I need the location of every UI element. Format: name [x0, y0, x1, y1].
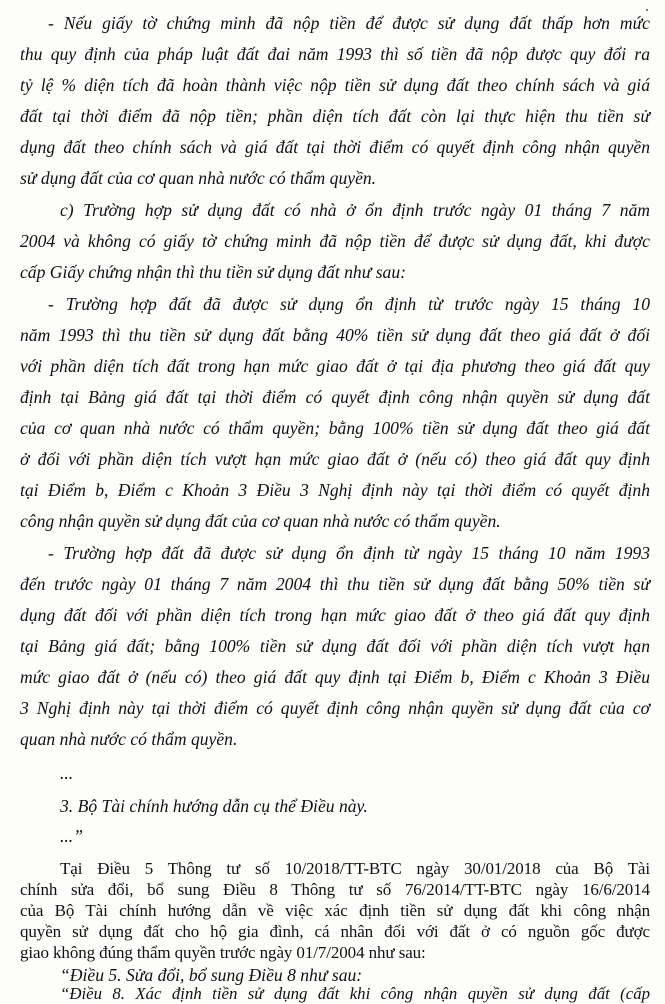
text-line: 3. Bộ Tài chính hướng dẫn cụ thể Điều này. — [60, 796, 368, 816]
text-line: cấp Giấy chứng nhận thì thu tiền sử dụng đất như sau: — [20, 262, 407, 282]
text-line: với phần diện tích đất trong hạn mức giao đất ở tại địa phương theo giá đất quy — [20, 356, 650, 376]
text-line: - Nếu giấy tờ chứng minh đã nộp tiền để được sử dụng đất thấp hơn mức — [48, 13, 650, 33]
text-line: công nhận quyền sử dụng đất của cơ quan nhà nước có thẩm quyền. — [20, 511, 501, 531]
text-line: tại Bảng giá đất; bằng 100% tiền sử dụng đất đối với phần diện tích vượt hạn — [20, 636, 650, 656]
text-line: tỷ lệ % diện tích đã hoàn thành việc nộp tiền sử dụng đất theo chính sách và giá — [20, 75, 650, 95]
scan-speck — [646, 9, 648, 11]
text-line: giao không đúng thẩm quyền trước ngày 01/7/2004 như sau: — [20, 943, 426, 962]
text-line: đến trước ngày 01 tháng 7 năm 2004 thì thu tiền sử dụng đất bằng 50% tiền sử — [20, 574, 650, 594]
text-line: định tại Bảng giá đất tại thời điểm có quyết định công nhận quyền sử dụng đất — [20, 387, 650, 407]
ellipsis-line: ...” — [60, 826, 83, 846]
text-line: - Trường hợp đất đã được sử dụng ổn định từ trước ngày 15 tháng 10 — [48, 294, 650, 314]
text-line: 2004 và không có giấy tờ chứng minh đã nộp tiền để được sử dụng đất, khi được — [20, 231, 650, 251]
text-line: Tại Điều 5 Thông tư số 10/2018/TT-BTC ngày 30/01/2018 của Bộ Tài — [60, 859, 650, 878]
text-line: của Bộ Tài chính hướng dẫn về việc xác định tiền sử dụng đất khi công nhận — [20, 901, 650, 920]
text-line: dụng đất đối với phần diện tích trong hạn mức giao đất ở theo giá đất quy định — [20, 605, 650, 625]
text-line: - Trường hợp đất đã được sử dụng ổn định từ ngày 15 tháng 10 năm 1993 — [48, 543, 650, 563]
text-line: quan nhà nước có thẩm quyền. — [20, 729, 238, 749]
text-line: đất tại thời điểm đã nộp tiền; phần diện tích đất còn lại thực hiện thu tiền sử — [20, 106, 650, 126]
text-line: chính sửa đổi, bổ sung Điều 8 Thông tư số 76/2014/TT-BTC ngày 16/6/2014 — [20, 880, 650, 899]
text-line: sử dụng đất của cơ quan nhà nước có thẩm quyền. — [20, 168, 377, 188]
text-line: năm 1993 thì thu tiền sử dụng đất bằng 40% tiền sử dụng đất theo giá đất ở đối — [20, 325, 650, 345]
quote-heading: “Điều 5. Sửa đổi, bổ sung Điều 8 như sau: — [60, 965, 363, 985]
text-line: ở đối với phần diện tích vượt hạn mức giao đất ở (nếu có) theo giá đất quy định — [20, 449, 650, 469]
ellipsis-line: ... — [60, 763, 74, 783]
text-line: tại Điểm b, Điểm c Khoản 3 Điều 3 Nghị định này tại thời điểm có quyết định — [20, 480, 650, 500]
text-line: c) Trường hợp sử dụng đất có nhà ở ổn định trước ngày 01 tháng 7 năm — [60, 200, 650, 220]
text-line: của cơ quan nhà nước có thẩm quyền; bằng 100% tiền sử dụng đất theo giá đất — [20, 418, 650, 438]
text-line: “Điều 8. Xác định tiền sử dụng đất khi công nhận quyền sử dụng đất (cấp — [60, 984, 650, 1003]
text-line: 3 Nghị định này tại thời điểm có quyết định công nhận quyền sử dụng đất của cơ — [20, 698, 650, 718]
text-line: thu quy định của pháp luật đất đai năm 1993 thì số tiền đã nộp được quy đổi ra — [20, 44, 650, 64]
text-line: quyền sử dụng đất cho hộ gia đình, cá nhân đối với đất ở có nguồn gốc được — [20, 922, 650, 941]
text-line: mức giao đất ở (nếu có) theo giá đất quy định tại Điểm b, Điểm c Khoản 3 Điều — [20, 667, 650, 687]
text-line: dụng đất theo chính sách và giá đất tại thời điểm có quyết định công nhận quyền — [20, 137, 650, 157]
